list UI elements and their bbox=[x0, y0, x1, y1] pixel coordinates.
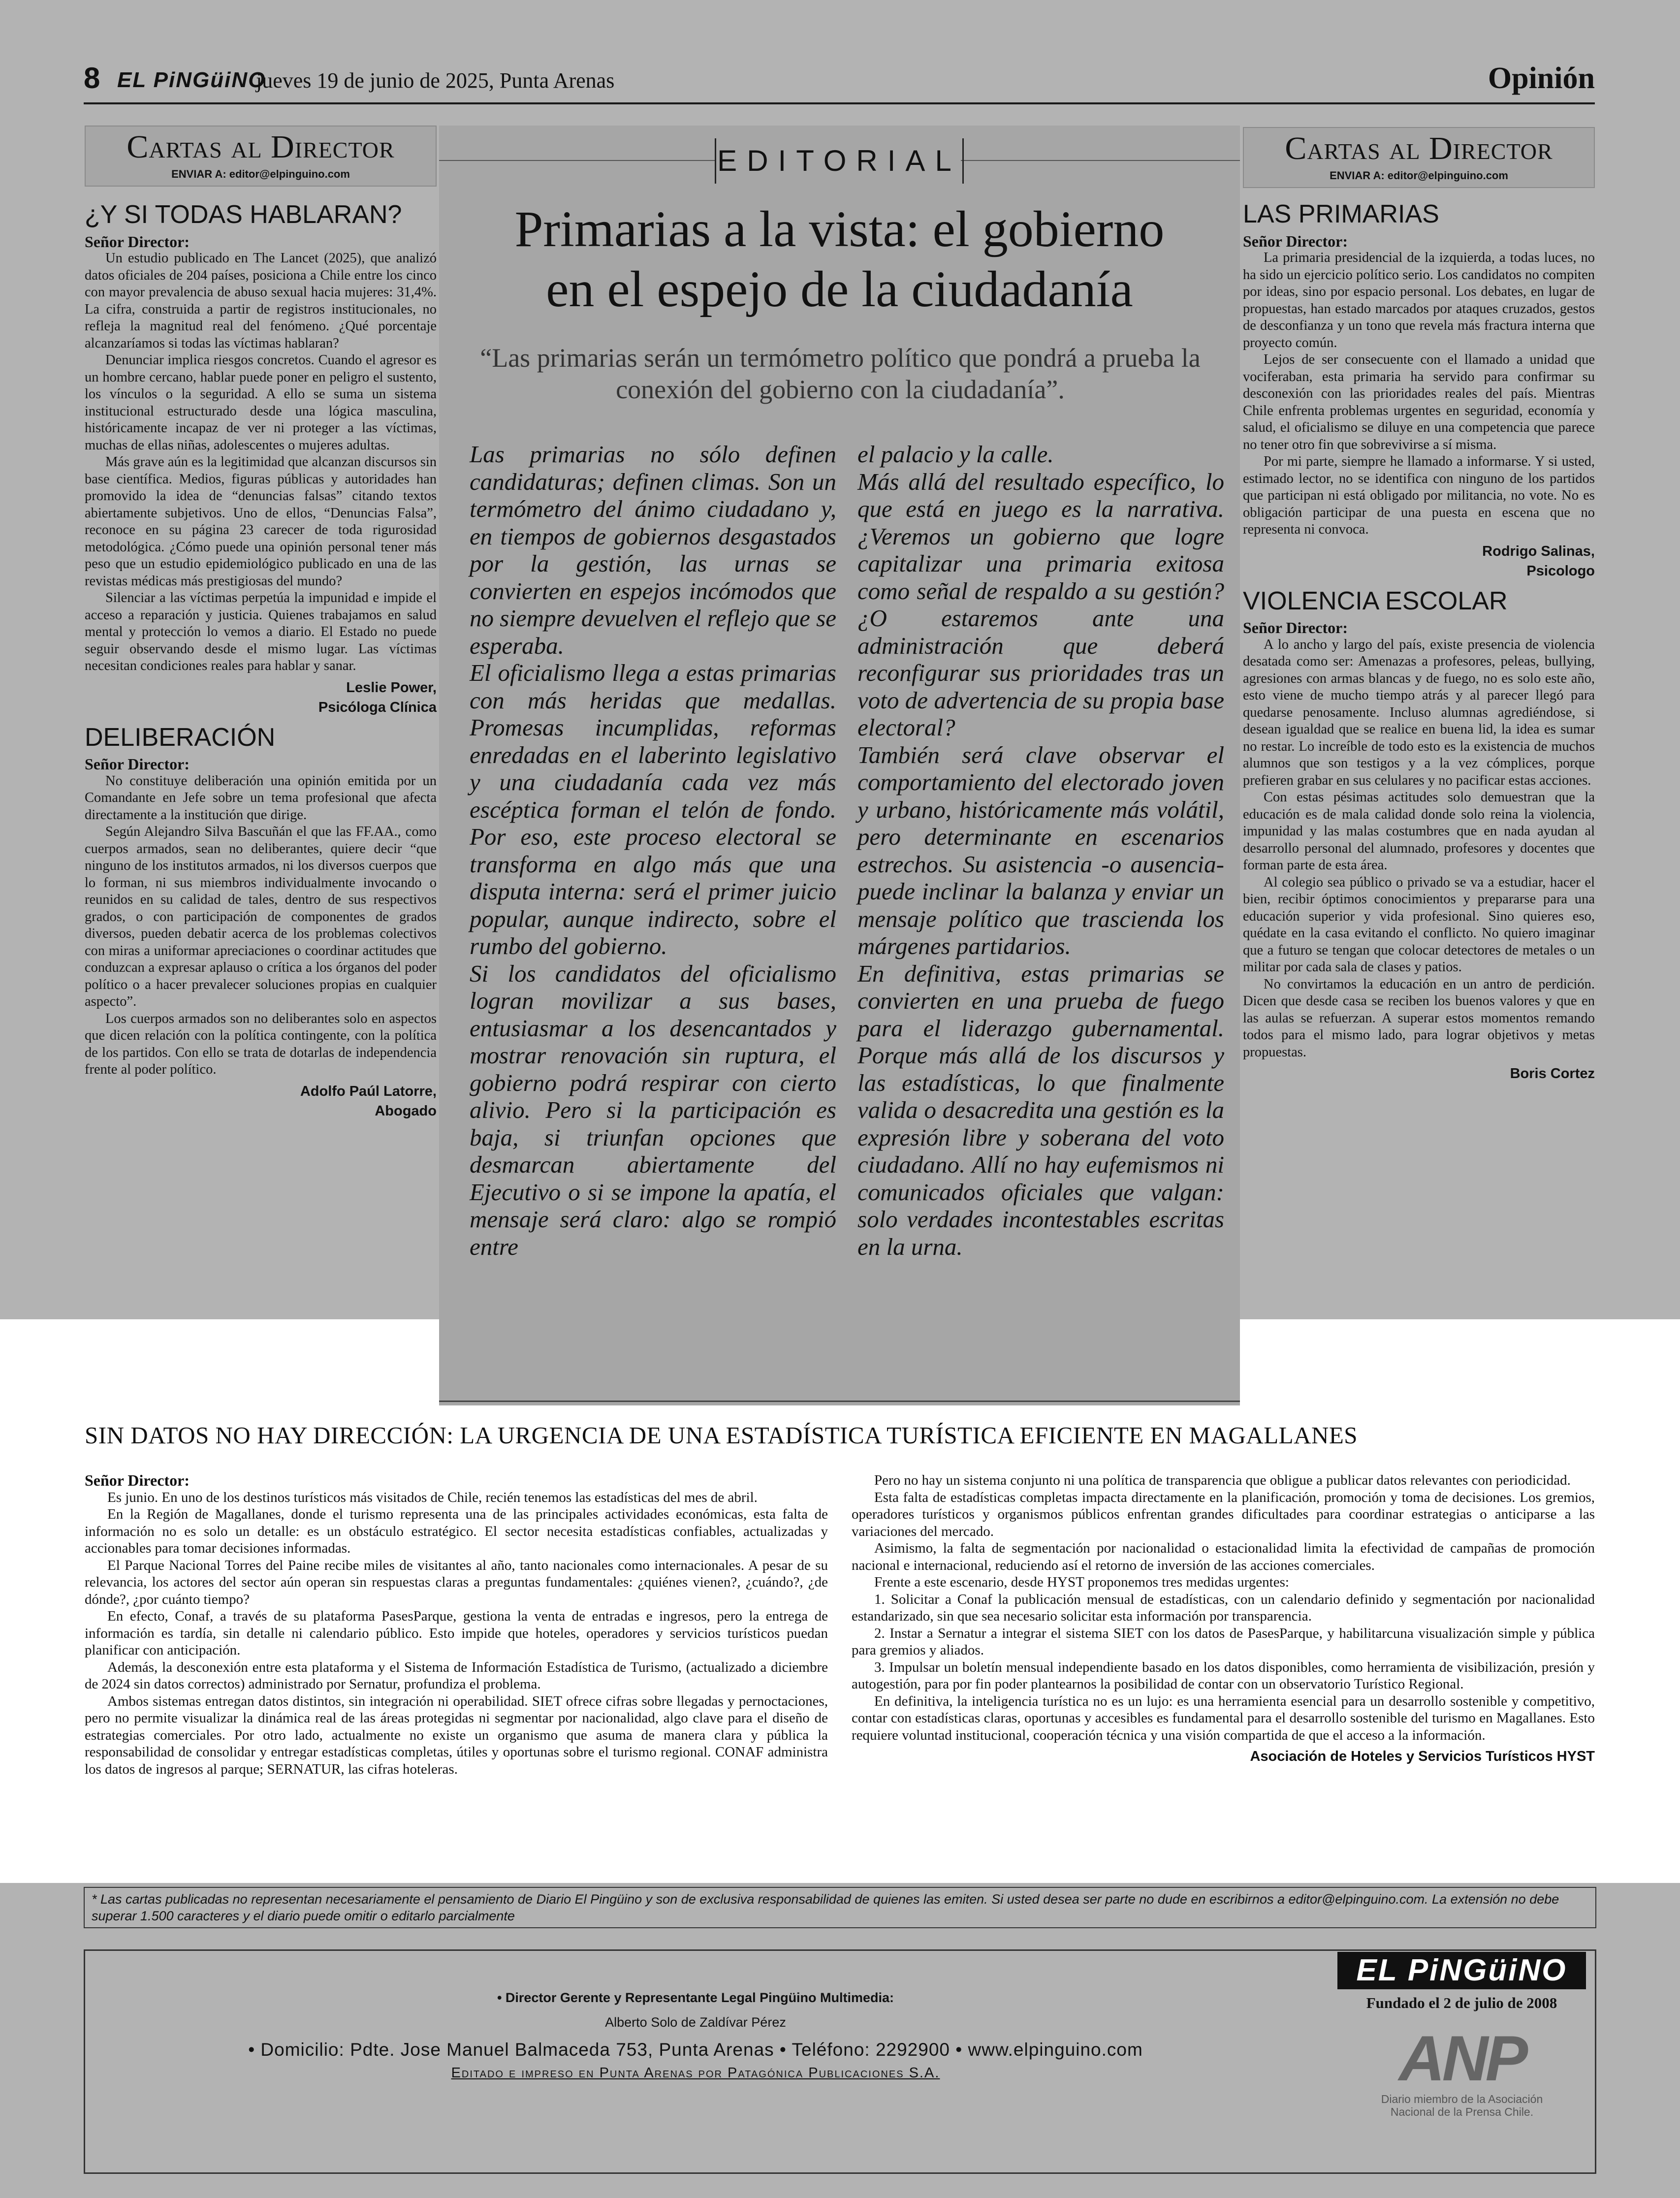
footer bbox=[84, 1949, 1596, 2174]
letter-paragraph: En la Región de Magallanes, donde el turismo representa una de las principales actividades económicas, esta falta de información no es solo un detalle: es un obstáculo estratégico. El sector necesita estadísticas confiables, actualizadas y accionables para tomar decisiones informadas. bbox=[85, 1506, 828, 1556]
letter-paragraph: Ambos sistemas entregan datos distintos, sin integración ni operabilidad. SIET ofrece cifras sobre llegadas y pernoctaciones, pero no permite visualizar la dinámica real de las áreas protegidas ni segmentar por nacionalidad, algo clave para el diseño de estrategias comerciales. Por otro lado, actualmente no existe un organismo que asuma de manera clara y pública la responsabilidad de consolidar y entregar estadísticas completas, útiles y oportunas sobre el turismo regional. CONAF administra los datos de ingresos al parque; SERNATUR, las cifras hoteleras. bbox=[85, 1693, 828, 1777]
editorial-lead: “Las primarias serán un termómetro político que pondrá a prueba la conexión del gobierno con la ciudadanía”. bbox=[480, 343, 1201, 404]
letter-paragraph: Por mi parte, siempre he llamado a informarse. Y si usted, estimado lector, no se identifica con ninguno de los partidos que participan ni está obligado por militancia, no vote. No es obligación participar de una puesta en escena que no representa ni convoca. bbox=[1243, 454, 1595, 537]
letter-salutation: Señor Director: bbox=[85, 755, 190, 773]
letters-box-title: Cartas al Director bbox=[127, 129, 395, 165]
editorial-paragraph: El oficialismo llega a estas primarias con más heridas que medallas. Promesas incumplidas, reformas enredadas en el laberinto legislativo y una ciudadanía cada vez más escéptica forman el telón de fondo. Por eso, este proceso electoral se transforma en algo más que una disputa interna: será el primer juicio popular, aunque indirecto, sobre el rumbo del gobierno. bbox=[470, 659, 836, 959]
letter-paragraph: 3. Impulsar un boletín mensual independiente basado en los datos disponibles, como herramienta de visibilización, presión y autogestión, para por fin poder plantearnos la posibilidad de contar con un observatorio Turístico Regional. bbox=[852, 1659, 1595, 1692]
signature-role: Psicologo bbox=[1526, 563, 1595, 579]
letter-signature bbox=[1243, 1064, 1595, 1083]
letter-paragraph: 1. Solicitar a Conaf la publicación mensual de estadísticas, con un calendario definido y segmentación por nacionalidad estandarizado, sin que sea necesario solicitar esta información por transparencia. bbox=[852, 1591, 1595, 1624]
paper-name: EL PiNGüiNO bbox=[117, 68, 266, 92]
editorial-title-line: en el espejo de la ciudadanía bbox=[546, 261, 1133, 318]
letter-paragraph: No constituye deliberación una opinión emitida por un Comandante en Jefe sobre un tema profesional que afecta directamente a la institución que dirige. bbox=[85, 773, 437, 823]
right-letters-column bbox=[1243, 127, 1595, 1083]
editorial-tag: EDITORIAL bbox=[715, 138, 964, 184]
director-name: Alberto Solo de Zaldívar Pérez bbox=[605, 2015, 786, 2030]
letter-paragraph: 2. Instar a Sernatur a integrar el sistema SIET con los datos de PasesParque, y habilitarcuna visualización simple y pública para gremios y aliados. bbox=[852, 1625, 1595, 1658]
editorial-rule bbox=[961, 160, 1240, 161]
letter-title: DELIBERACIÓN bbox=[85, 723, 276, 752]
bottom-letter-column-2 bbox=[852, 1472, 1595, 1766]
anp-caption bbox=[1363, 2093, 1560, 2118]
letter-paragraph: El Parque Nacional Torres del Paine recibe miles de visitantes al año, tanto nacionales como internacionales. A pesar de su relevancia, los actores del sector aún operan sin respuestas claras a preguntas fundamentales: ¿quiénes vienen?, ¿cuándo?, ¿de dónde?, ¿por cuánto tiempo? bbox=[85, 1557, 828, 1607]
letter-paragraph: Al colegio sea público o privado se va a estudiar, hacer el bien, recibir óptimos conocimientos y prepararse para una educación superior y vida profesional. Sino quieres eso, quédate en la casa evitando el conflicto. No quiero imaginar que a futuro se tengan que colocar detectores de metales o un militar por cada sala de clases y patios. bbox=[1243, 874, 1595, 975]
letter-paragraph: Según Alejandro Silva Bascuñán el que las FF.AA., como cuerpos armados, sean no deliberantes, quiere decir “que ninguno de los institutos armados, ni los diversos cuerpos que lo forman, ni sus miembros individualmente invocando o reunidos en su calidad de tales, dentro de sus respectivos grados, o con participación de componentes de grados diversos, pueden debatir acerca de los problemas colectivos con miras a uniformar apreciaciones o coordinar actitudes que conduzcan a expresar aplauso o crítica a los órganos del poder político o a hacer prevalecer soluciones propias en cualquier aspecto”. bbox=[85, 824, 437, 1009]
letter-paragraph: Denunciar implica riesgos concretos. Cuando el agresor es un hombre cercano, hablar puede poner en peligro el sustento, los vínculos o la seguridad. A ello se suma un sistema institucional estructurado desde una lógica masculina, históricamente incapaz de ver ni proteger a las víctimas, muchas de ellas niñas, adolescentes o mujeres adultas. bbox=[85, 352, 437, 453]
letters-box-email: ENVIAR A: editor@elpinguino.com bbox=[1330, 169, 1508, 182]
bottom-letter-title: SIN DATOS NO HAY DIRECCIÓN: LA URGENCIA DE UNA ESTADÍSTICA TURÍSTICA EFICIENTE EN MAGALLANES bbox=[85, 1422, 1358, 1449]
letter-paragraph: Silenciar a las víctimas perpetúa la impunidad e impide el acceso a reparación y justicia. Quienes trabajamos en salud mental y protección lo vemos a diario. El Estado no puede seguir observando desde el mismo lugar. Las víctimas necesitan condiciones reales para hablar y sanar. bbox=[85, 590, 437, 673]
letter-title: LAS PRIMARIAS bbox=[1243, 200, 1439, 228]
page-number: 8 bbox=[84, 62, 100, 95]
letter-paragraph: En efecto, Conaf, a través de su plataforma PasesParque, gestiona la venta de entradas e ingresos, pero la entrega de información es tardía, sin detalle ni calendario público. Esto impide que hoteles, operadores y servicios turísticos puedan planificar con anticipación. bbox=[85, 1608, 828, 1658]
letter-signature bbox=[85, 678, 437, 717]
letter-paragraph: Un estudio publicado en The Lancet (2025), que analizó datos oficiales de 204 países, posiciona a Chile entre los cinco con mayor prevalencia de abuso sexual hacia mujeres: 31,4%. La cifra, construida a partir de registros institucionales, no refleja la magnitud real del fenómeno. ¿Qué porcentaje alcanzaríamos si todas las víctimas hablaran? bbox=[85, 251, 437, 351]
letters-box-header bbox=[1243, 127, 1595, 188]
left-letters-column bbox=[85, 126, 437, 1121]
letter-paragraph: En definitiva, la inteligencia turística no es un lujo: es una herramienta esencial para un desarrollo sostenible y competitivo, contar con estadísticas claras, oportunas y accesibles es fundamental para el desarrollo sostenible del turismo en Magallanes. Esto requiere voluntad institucional, cooperación técnica y una visión compartida de que el acceso a la información. bbox=[852, 1693, 1595, 1743]
letter-paragraph: Pero no hay un sistema conjunto ni una política de transparencia que obligue a publicar datos relevantes con periodicidad. bbox=[874, 1472, 1571, 1488]
letter-signature bbox=[1243, 542, 1595, 581]
page-header bbox=[84, 59, 1595, 104]
letter-salutation: Señor Director: bbox=[85, 1471, 190, 1489]
letter-paragraph: La primaria presidencial de la izquierda, a todas luces, no ha sido un ejercicio político serio. Los candidatos no compiten por ideas, sino por espacio personal. Los debates, en lugar de propuestas, han estado marcados por ataques cruzados, gestos de desconfianza y un tono que revela más fractura interna que proyecto común. bbox=[1243, 250, 1595, 350]
editorial-paragraph: Las primarias no sólo definen candidaturas; definen climas. Son un termómetro del ánimo ciudadano y, en tiempos de gobiernos desgastados por la gestión, las urnas se convierten en espejos incómodos que no siempre devuelven el reflejo que se esperaba. bbox=[470, 441, 836, 659]
signature-name: Adolfo Paúl Latorre, bbox=[300, 1083, 437, 1099]
letter-paragraph: Además, la desconexión entre esta plataforma y el Sistema de Información Estadística de Turismo, (actualizado a diciembre de 2024 sin datos correctos) administrado por Sernatur, profundiza el problema. bbox=[85, 1659, 828, 1692]
printer-line: Editado e impreso en Punta Arenas por Patagónica Publicaciones S.A. bbox=[451, 2065, 940, 2081]
letter-salutation: Señor Director: bbox=[1243, 232, 1348, 250]
editorial-column-2 bbox=[857, 441, 1224, 1260]
signature-name: Boris Cortez bbox=[1510, 1066, 1595, 1082]
editorial-paragraph: También será clave observar el comportamiento del electorado joven y urbano, históricamente más volátil, pero determinante en escenarios estrechos. Su asistencia -o ausencia- puede inclinar la balanza y enviar un mensaje político que trascienda los márgenes partidarios. bbox=[857, 741, 1224, 959]
founded-line: Fundado el 2 de julio de 2008 bbox=[1366, 1994, 1557, 2011]
letter-title: ¿Y SI TODAS HABLARAN? bbox=[85, 200, 402, 229]
letter-paragraph: A lo ancho y largo del país, existe presencia de violencia desatada como ser: Amenazas a profesores, peleas, bullying, agresiones con armas blancas y de fuego, no es solo este año, esto viene de mucho tiempo atrás y al parecer llegó para quedarse penosamente. Incluso alumnas agrediéndose, si desean igualdad que se realice en buena lid, la idea es sumar no restar. Lo increíble de todo esto es la existencia de muchos alumnos que son testigos y a la vez cómplices, porque prefieren grabar en sus celulares y no pacificar estas acciones. bbox=[1243, 637, 1595, 788]
letter-paragraph: No convirtamos la educación en un antro de perdición. Dicen que desde casa se reciben los buenos valores y que en las aulas se refuerzan. A superar estos momentos remando todos para el mismo lado, para lograr objetivos y metas propuestas. bbox=[1243, 976, 1595, 1060]
editorial-column-1 bbox=[470, 441, 836, 1260]
letter-paragraph: Los cuerpos armados son no deliberantes solo en aspectos que dicen relación con la política contingente, con la política de los partidos. Con ello se trata de dotarlas de independencia frente al poder político. bbox=[85, 1011, 437, 1077]
disclaimer: * Las cartas publicadas no representan necesariamente el pensamiento de Diario El Pingüino y son de exclusiva responsabilidad de quienes las emiten. Si usted desea ser parte no dude en escribirnos a editor@elpinguino.com. La extensión no debe superar 1.500 caracteres y el diario puede omitir o editarlo parcialmente bbox=[84, 1887, 1596, 1928]
editorial-paragraph: Si los candidatos del oficialismo logran movilizar a sus bases, entusiasmar a los desencantados y mostrar renovación sin ruptura, el gobierno podrá respirar con cierto alivio. Pero si la participación es baja, si triunfan opciones que desmarcan abiertamente del Ejecutivo o si se impone la apatía, el mensaje será claro: algo se rompió entre bbox=[470, 959, 836, 1260]
editorial-title bbox=[439, 199, 1240, 319]
letter-paragraph: Más grave aún es la legitimidad que alcanzan discursos sin base científica. Medios, figuras públicas y autoridades han promovido la idea de “denuncias falsas” citando textos abiertamente subjetivos. Uno de ellos, “Denuncias Falsa”, reconoce en su página 23 carecer de toda rigurosidad metodológica. ¿Cómo puede una opinión personal tener más peso que un estudio epidemiológico publicado en una de las revistas médicas más prestigiosas del mundo? bbox=[85, 454, 437, 589]
letter-signature: Asociación de Hoteles y Servicios Turísticos HYST bbox=[1250, 1749, 1595, 1764]
brand-logo: EL PiNGüiNO bbox=[1337, 1952, 1586, 1989]
letter-salutation: Señor Director: bbox=[85, 232, 190, 251]
letter-salutation: Señor Director: bbox=[1243, 619, 1348, 637]
signature-name: Rodrigo Salinas, bbox=[1482, 543, 1595, 559]
editorial-rule bbox=[439, 160, 715, 161]
letter-paragraph: Lejos de ser consecuente con el llamado a unidad que vociferaban, esta primaria ha servido para confirmar su desconexión con las prioridades reales del país. Mientras Chile enfrenta problemas urgentes en seguridad, economía y salud, el oficialismo se diluye en una competencia que parece no tener otro fin que sobrevivirse a sí misma. bbox=[1243, 352, 1595, 452]
editorial-title-line: Primarias a la vista: el gobierno bbox=[514, 201, 1165, 257]
anp-badge bbox=[1363, 2024, 1560, 2162]
letter-paragraph: Frente a este escenario, desde HYST proponemos tres medidas urgentes: bbox=[874, 1574, 1289, 1590]
anp-caption-line: Diario miembro de la Asociación bbox=[1381, 2093, 1543, 2105]
signature-name: Leslie Power, bbox=[346, 679, 437, 696]
date-line: jueves 19 de junio de 2025, Punta Arenas bbox=[256, 68, 615, 93]
signature-role: Psicóloga Clínica bbox=[318, 699, 437, 715]
signature-role: Abogado bbox=[375, 1103, 437, 1119]
address-line: • Domicilio: Pdte. Jose Manuel Balmaceda 753, Punta Arenas • Teléfono: 2292900 • www.elpinguino.com bbox=[248, 2039, 1143, 2060]
editorial-paragraph: En definitiva, estas primarias se convierten en una prueba de fuego para el liderazgo gubernamental. Porque más allá de los discursos y las estadísticas, lo que finalmente valida o desacredita una gestión es la expresión libre y soberana del voto ciudadano. Allí no hay eufemismos ni comunicados oficiales que valgan: solo verdades incontestables escritas en la urna. bbox=[857, 959, 1224, 1260]
letter-paragraph: Es junio. En uno de los destinos turísticos más visitados de Chile, recién tenemos las estadísticas del mes de abril. bbox=[107, 1489, 758, 1505]
editorial bbox=[439, 126, 1240, 1405]
editorial-paragraph: Más allá del resultado específico, lo que está en juego es la narrativa. ¿Veremos un gobierno que logre capitalizar una primaria exitosa como señal de respaldo a su gestión? ¿O estaremos ante una administración que deberá reconfigurar sus prioridades tras un voto de advertencia de su propia base electoral? bbox=[857, 468, 1224, 741]
letters-box-email: ENVIAR A: editor@elpinguino.com bbox=[171, 168, 350, 180]
letter-paragraph: Con estas pésimas actitudes solo demuestran que la educación es de mala calidad donde solo reina la violencia, impunidad y las malas costumbres que en nada ayudan al desarrollo personal del alumnado, profesores y docentes que forman parte de esta área. bbox=[1243, 790, 1595, 873]
anp-logo: ANP bbox=[1398, 2022, 1525, 2094]
bottom-letter-column-1 bbox=[85, 1472, 828, 1778]
letters-box-title: Cartas al Director bbox=[1285, 130, 1553, 166]
anp-caption-line: Nacional de la Prensa Chile. bbox=[1390, 2105, 1534, 2118]
editorial-paragraph: el palacio y la calle. bbox=[857, 441, 1054, 468]
letter-paragraph: Esta falta de estadísticas completas impacta directamente en la planificación, promoción y toma de decisiones. Los gremios, operadores turísticos y organismos públicos enfrentan grandes dificultades para coordinar estrategias o anticiparse a las variaciones del mercado. bbox=[852, 1489, 1595, 1539]
letter-title: VIOLENCIA ESCOLAR bbox=[1243, 586, 1508, 615]
editorial-bottom-rule bbox=[439, 1401, 1240, 1402]
director-label: • Director Gerente y Representante Legal Pingüino Multimedia: bbox=[497, 1990, 894, 2005]
letter-paragraph: Asimismo, la falta de segmentación por nacionalidad o estacionalidad limita la efectividad de campañas de promoción nacional e internacional, reduciendo así el retorno de inversión de las acciones comerciales. bbox=[852, 1540, 1595, 1573]
letters-box-header bbox=[85, 126, 437, 187]
letter-signature bbox=[85, 1082, 437, 1121]
section-title: Opinión bbox=[1488, 62, 1595, 95]
